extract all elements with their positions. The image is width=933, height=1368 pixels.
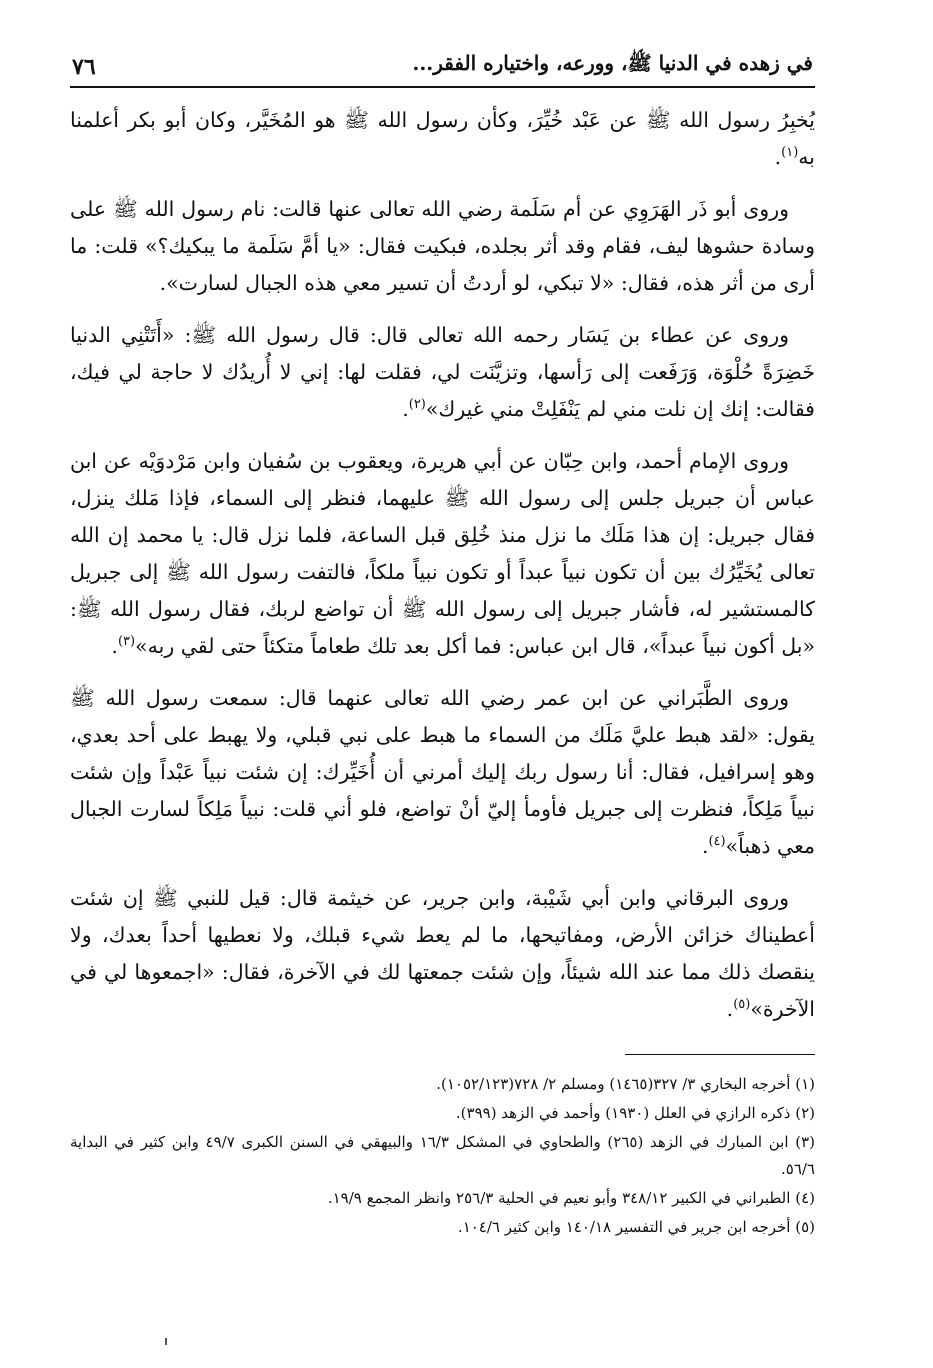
main-text [70,102,815,1028]
footnote-text: أخرجه البخاري ٣/ ٣٢٧(١٤٦٥) ومسلم ٢/ ٧٢٨(١٠٥٢/١٢٣). [436,1075,791,1093]
scan-speck [165,1338,167,1345]
paragraph-tail: . [111,634,118,658]
footnote-text: الطبراني في الكبير ٣٤٨/١٢ وأبو نعيم في الحلية ٢٥٦/٣ وانظر المجمع ١٩/٩. [327,1189,791,1207]
paragraph-text: وروى الطَّبَراني عن ابن عمر رضي الله تعالى عنهما قال: سمعت رسول الله ﷺ يقول: «لقد هبط عليَّ مَلَك من السماء ما هبط على نبي قبلي، ولا يهبط على أحد بعدي، وهو إسرافيل، فقال: أنا رسول ربك إليك أمرني أن أُخَيِّرك: إن شئت نبياً عَبْداً وإن شئت نبياً مَلِكاً، فنظرت إلى جبريل فأومأ إليّ أنْ تواضع، فلو أني قلت: نبياً مَلِكاً لسارت الجبال معي ذهباً» [70,686,815,858]
paragraph-text: يُخبِرُ رسول الله ﷺ عن عَبْد خُيِّرَ، وكأن رسول الله ﷺ هو المُخَيَّر، وكان أبو بكر أعلمنا به [70,108,815,169]
footnote-number: (١) [795,1075,815,1093]
book-page [70,48,815,1243]
footnote [70,1129,815,1183]
footnote-ref: (٢) [408,397,426,413]
paragraph-tail: . [701,834,709,858]
paragraph-tail: . [402,397,409,421]
footnote [70,1071,815,1098]
paragraph [70,680,815,865]
footnote-number: (٤) [795,1189,815,1207]
paragraph-tail: . [774,145,782,169]
running-title: في زهده في الدنيا ﷺ، وورعه، واختياره الفقر... [412,51,813,75]
footnote-number: (٢) [795,1104,815,1122]
paragraph-text: وروى عن عطاء بن يَسَار رحمه الله تعالى قال: قال رسول الله ﷺ: «أَتَتْنِي الدنيا خَضِرَةً حُلْوَة، وَرَفَعت إلى رَأسها، وتزيَّنَت لي، فقلت لها: إني لا أُريدُك لا حاجة لي فيك، فقالت: إنك إن نلت مني لم يَنْفَلِتْ مني غيرك» [70,323,815,421]
footnote-text: ابن المبارك في الزهد (٢٦٥) والطحاوي في المشكل ١٦/٣ والبيهقي في السنن الكبرى ٤٩/٧ وابن كثير في البداية ٥٦/٦. [70,1133,815,1178]
paragraph-text: وروى الإمام أحمد، وابن حِبّان عن أبي هريرة، ويعقوب بن سُفيان وابن مَرْدوَيْه عن ابن عباس أن جبريل جلس إلى رسول الله ﷺ عليهما، فنظر إلى السماء، فإذا مَلك ينزل، فقال جبريل: إن هذا مَلَك ما نزل منذ خُلِق قبل الساعة، فلما نزل قال: يا محمد إن الله تعالى يُخَيِّرُك بين أن تكون نبياً عبداً أو تكون نبياً ملكاً، فالتفت رسول الله ﷺ إلى جبريل كالمستشير له، فأشار جبريل إلى رسول الله ﷺ أن تواضع لربك، فقال رسول الله ﷺ: «بل أكون نبياً عبداً»، قال ابن عباس: فما أكل بعد تلك طعاماً متكئاً حتى لقي ربه» [70,449,815,658]
paragraph [70,880,815,1028]
paragraph [70,443,815,665]
footnote-ref: (٤) [708,834,726,850]
footnote-number: (٣) [795,1133,815,1151]
footnote-divider [625,1054,815,1055]
page-number: ٧٦ [72,54,96,80]
paragraph-text: وروى البرقاني وابن أبي شَيْبة، وابن جرير، عن خيثمة قال: قيل للنبي ﷺ إن شئت أعطيناك خزائن الأرض، ومفاتيحها، ما لم يعط شيء قبلك، ولا نعطيها أحداً بعدك، ولا ينقصك ذلك مما عند الله شيئاً، وإن شئت جمعتها لك في الآخرة، فقال: «اجمعوها لي في الآخرة» [70,886,815,1021]
footnote [70,1185,815,1212]
footnote-text: أخرجه ابن جرير في التفسير ١٤٠/١٨ وابن كثير ١٠٤/٦. [457,1218,791,1236]
footnote-number: (٥) [795,1218,815,1236]
footnote-ref: (٣) [117,634,136,650]
page-header [70,48,815,88]
paragraph-tail: . [726,997,734,1021]
footnote [70,1100,815,1127]
footnotes [70,1071,815,1241]
footnote-text: ذكره الرازي في العلل (١٩٣٠) وأحمد في الزهد (٣٩٩). [455,1104,791,1122]
footnote-ref: (٥) [733,997,751,1013]
paragraph [70,191,815,302]
paragraph-text: وروى أبو ذَر الهَرَوِي عن أم سَلَمة رضي الله تعالى عنها قالت: نام رسول الله ﷺ على وسادة حشوها ليف، فقام وقد أثر بجلده، فبكيت فقال: «يا أمَّ سَلَمة ما يبكيك؟» قلت: ما أرى من أثر هذه، فقال: «لا تبكي، لو أردتُ أن تسير معي هذه الجبال لسارت». [70,197,815,295]
paragraph [70,317,815,428]
footnote [70,1214,815,1241]
footnote-ref: (١) [781,145,799,161]
paragraph [70,102,815,176]
